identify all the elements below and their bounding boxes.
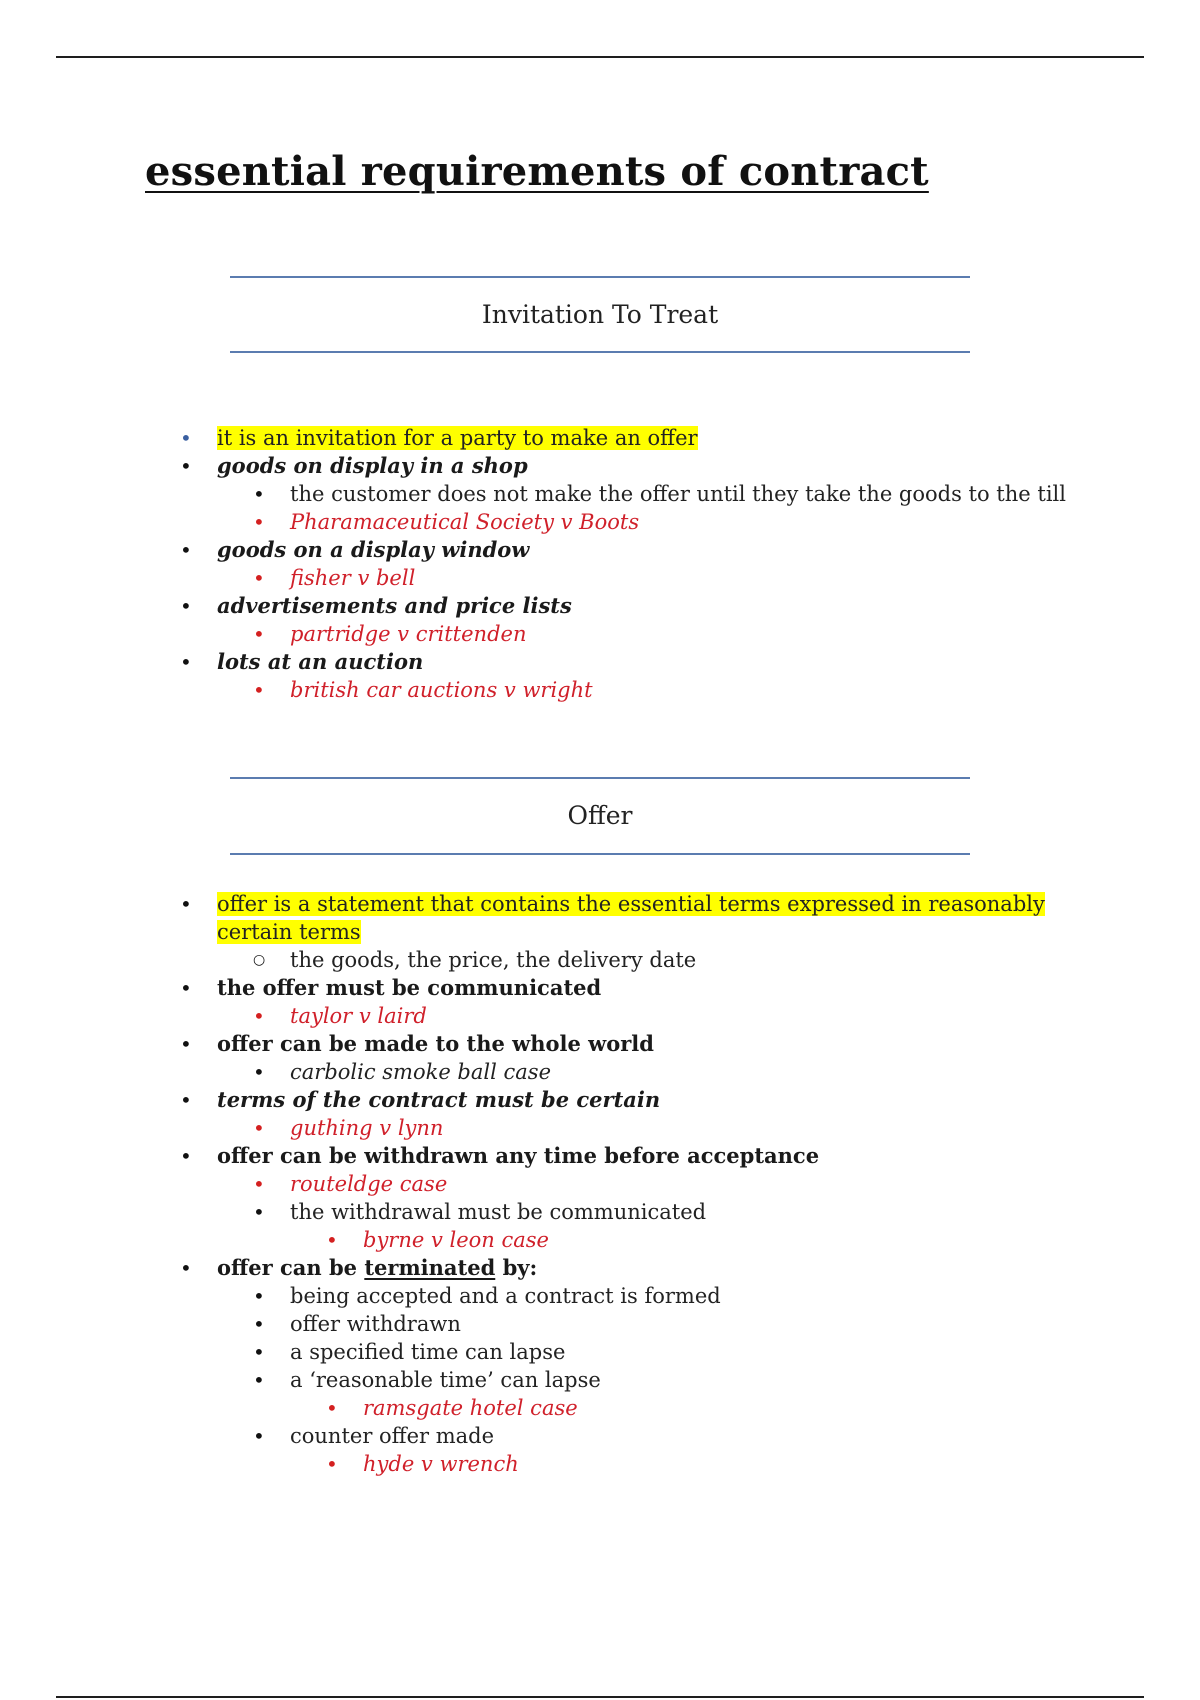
case-name: fisher v bell xyxy=(290,566,416,590)
document-title: essential requirements of contract xyxy=(145,148,929,195)
topic-text: offer can be made to the whole world xyxy=(217,1031,654,1056)
list-item xyxy=(0,424,1200,452)
bullet-icon: • xyxy=(180,454,192,478)
list-item xyxy=(0,1282,1200,1310)
list-item xyxy=(0,480,1200,508)
note-text: being accepted and a contract is formed xyxy=(290,1284,721,1308)
case-name: british car auctions v wright xyxy=(290,678,593,702)
list-item xyxy=(0,564,1200,592)
note-text: the withdrawal must be communicated xyxy=(290,1200,707,1224)
bullet-icon: • xyxy=(253,678,265,702)
topic-text: advertisements and price lists xyxy=(217,593,572,618)
case-name: partridge v crittenden xyxy=(290,622,527,646)
topic-text: terms of the contract must be certain xyxy=(217,1087,661,1112)
highlighted-text: it is an invitation for a party to make an offer xyxy=(217,426,698,450)
note-text: a specified time can lapse xyxy=(290,1340,566,1364)
bullet-icon: • xyxy=(180,892,192,916)
bullet-icon: • xyxy=(180,1088,192,1112)
list-item xyxy=(0,1394,1200,1422)
list-item xyxy=(0,592,1200,620)
list-item xyxy=(0,890,1200,918)
case-name: taylor v laird xyxy=(290,1004,427,1028)
bullet-icon: • xyxy=(180,1256,192,1280)
list-item xyxy=(0,1310,1200,1338)
topic-text: goods on a display window xyxy=(217,537,530,562)
list-item xyxy=(0,1422,1200,1450)
list-item xyxy=(0,648,1200,676)
case-name: guthing v lynn xyxy=(290,1116,444,1140)
bullet-icon: • xyxy=(253,1200,265,1224)
topic-text-tail: by: xyxy=(502,1255,538,1280)
list-item xyxy=(0,1142,1200,1170)
list-item xyxy=(0,452,1200,480)
list-item xyxy=(0,676,1200,704)
invitation-to-treat-list xyxy=(0,424,1200,704)
list-item xyxy=(0,1114,1200,1142)
bullet-icon: • xyxy=(253,566,265,590)
page-bottom-rule xyxy=(56,1696,1144,1698)
bullet-icon: • xyxy=(326,1228,338,1252)
list-item xyxy=(0,1058,1200,1086)
case-name: ramsgate hotel case xyxy=(363,1396,578,1420)
topic-text: lots at an auction xyxy=(217,649,424,674)
bullet-icon: • xyxy=(180,1032,192,1056)
bullet-icon: • xyxy=(253,1284,265,1308)
list-item xyxy=(0,1170,1200,1198)
bullet-icon: • xyxy=(253,1340,265,1364)
list-item xyxy=(0,508,1200,536)
list-item xyxy=(0,974,1200,1002)
bullet-icon: • xyxy=(253,622,265,646)
bullet-icon: • xyxy=(180,650,192,674)
list-item xyxy=(0,1366,1200,1394)
note-text: the goods, the price, the delivery date xyxy=(290,948,697,972)
list-item xyxy=(0,1086,1200,1114)
bullet-icon: • xyxy=(253,482,265,506)
circle-bullet-icon: ○ xyxy=(253,952,266,968)
case-name: routeldge case xyxy=(290,1172,448,1196)
bullet-icon: • xyxy=(326,1396,338,1420)
bullet-icon: • xyxy=(253,1116,265,1140)
highlighted-text: offer is a statement that contains the essential terms expressed in reasonably xyxy=(217,892,1045,916)
bullet-icon: • xyxy=(253,1368,265,1392)
case-name: byrne v leon case xyxy=(363,1228,549,1252)
list-item-continuation xyxy=(0,918,1200,946)
list-item xyxy=(0,620,1200,648)
bullet-icon: • xyxy=(180,538,192,562)
bullet-icon: • xyxy=(180,976,192,1000)
list-item xyxy=(0,1198,1200,1226)
topic-text: offer can be withdrawn any time before acceptance xyxy=(217,1143,820,1168)
bullet-icon: • xyxy=(253,510,265,534)
bullet-icon: • xyxy=(253,1312,265,1336)
topic-text-lead: offer can be xyxy=(217,1255,357,1280)
bullet-icon: • xyxy=(253,1060,265,1084)
note-text: the customer does not make the offer until they take the goods to the till xyxy=(290,482,1066,506)
bullet-icon: • xyxy=(326,1452,338,1476)
section-heading-invitation-to-treat: Invitation To Treat xyxy=(230,276,970,353)
list-item xyxy=(0,1002,1200,1030)
topic-text: the offer must be communicated xyxy=(217,975,602,1000)
list-item xyxy=(0,946,1200,974)
highlighted-text: certain terms xyxy=(217,920,361,944)
list-item xyxy=(0,1226,1200,1254)
list-item xyxy=(0,1254,1200,1282)
underlined-keyword: terminated xyxy=(364,1255,496,1280)
bullet-icon: • xyxy=(180,426,192,450)
page-top-rule xyxy=(56,56,1144,58)
bullet-icon: • xyxy=(253,1172,265,1196)
section-heading-offer: Offer xyxy=(230,777,970,855)
note-text: a ‘reasonable time’ can lapse xyxy=(290,1368,601,1392)
note-text: offer withdrawn xyxy=(290,1312,461,1336)
list-item xyxy=(0,536,1200,564)
offer-list xyxy=(0,890,1200,1478)
note-text: counter offer made xyxy=(290,1424,495,1448)
bullet-icon: • xyxy=(253,1424,265,1448)
case-name: hyde v wrench xyxy=(363,1452,519,1476)
case-name: Pharamaceutical Society v Boots xyxy=(290,510,640,534)
bullet-icon: • xyxy=(253,1004,265,1028)
bullet-icon: • xyxy=(180,1144,192,1168)
list-item xyxy=(0,1030,1200,1058)
topic-text: goods on display in a shop xyxy=(217,453,528,478)
list-item xyxy=(0,1338,1200,1366)
bullet-icon: • xyxy=(180,594,192,618)
list-item xyxy=(0,1450,1200,1478)
case-name: carbolic smoke ball case xyxy=(290,1060,551,1084)
topic-text xyxy=(217,1255,537,1280)
